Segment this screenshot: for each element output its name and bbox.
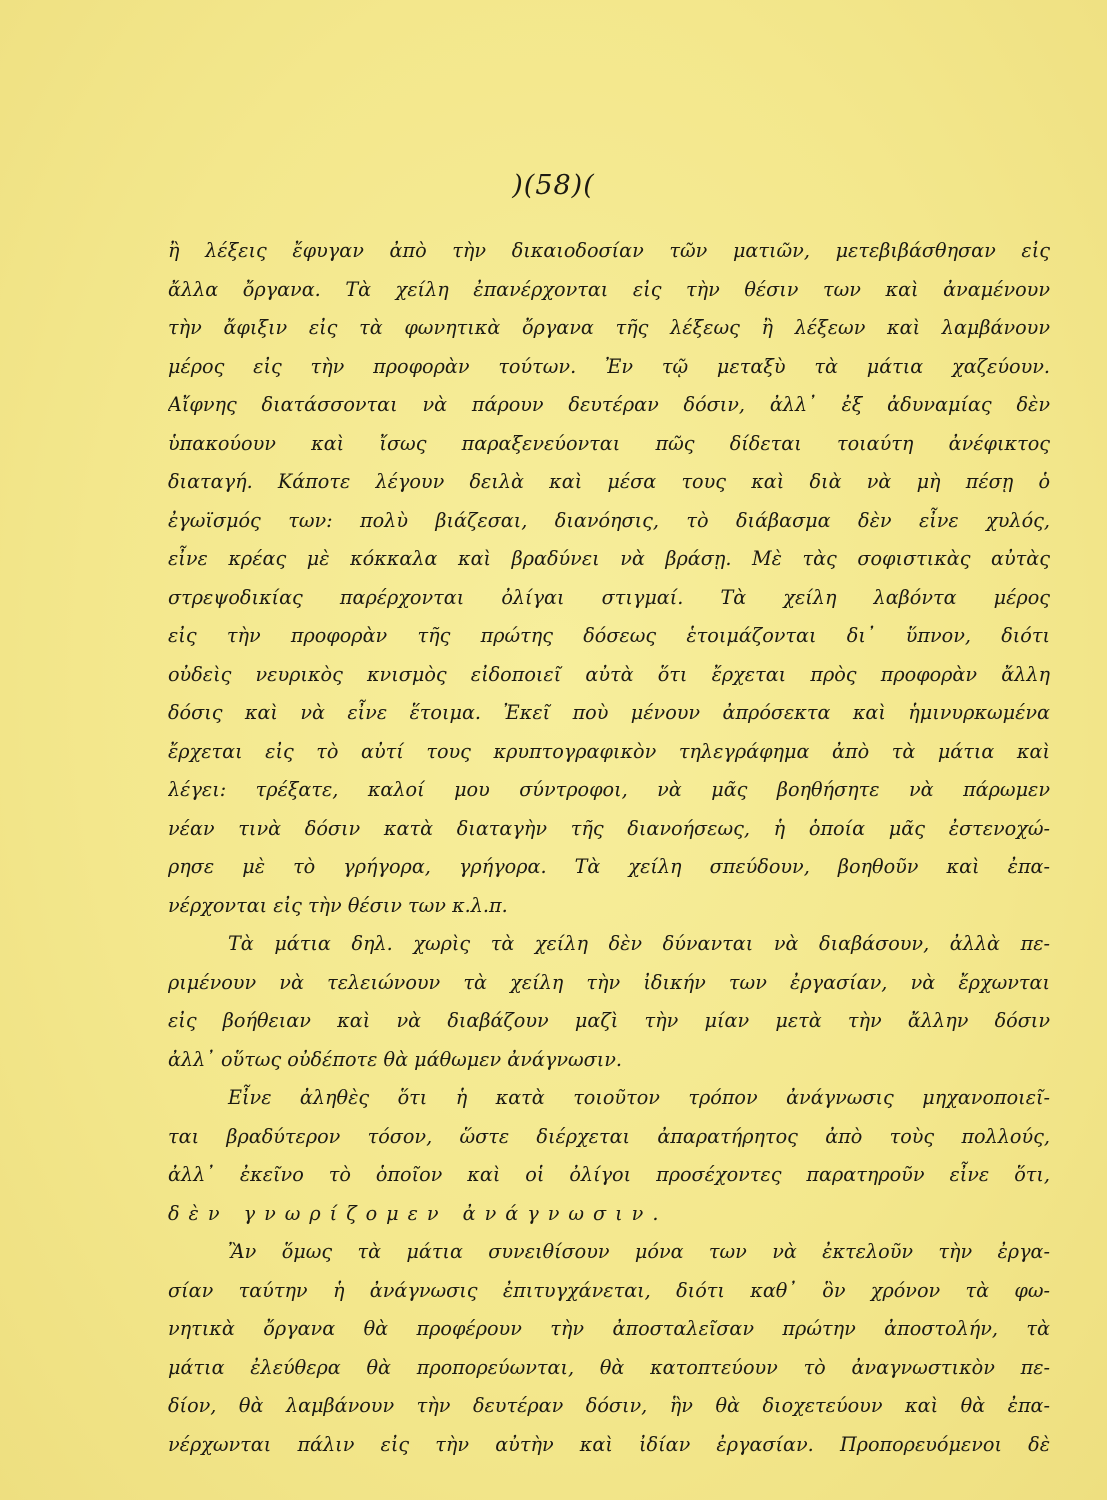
text-line: διαταγή. Κάποτε λέγουν δειλὰ καὶ μέσα τους καὶ διὰ νὰ μὴ πέσῃ ὁ — [168, 470, 1050, 493]
text-line: τὴν ἄφιξιν εἰς τὰ φωνητικὰ ὄργανα τῆς λέξεως ἢ λέξεων καὶ λαμβάνουν — [168, 316, 1050, 339]
text-line: οὐδεὶς νευρικὸς κνισμὸς εἰδοποιεῖ αὐτὰ ὅτι ἔρχεται πρὸς προφορὰν ἄλλη — [168, 662, 1050, 686]
text-line: ἔρχεται εἰς τὸ αὐτί τους κρυπτογραφικὸν τηλεγράφημα ἀπὸ τὰ μάτια καὶ — [168, 739, 1050, 763]
text-line: ἄλλα ὄργανα. Τὰ χείλη ἐπανέρχονται εἰς τὴν θέσιν των καὶ ἀναμένουν — [168, 277, 1050, 301]
body-text — [168, 232, 1050, 1464]
text-line: σίαν ταύτην ἡ ἀνάγνωσις ἐπιτυγχάνεται, διότι καθ᾿ ὃν χρόνον τὰ φω- — [168, 1278, 1050, 1302]
text-line: ὑπακούουν καὶ ἴσως παραξενεύονται πῶς δίδεται τοιαύτη ἀνέφικτος — [168, 431, 1050, 455]
text-line: εἰς βοήθειαν καὶ νὰ διαβάζουν μαζὶ τὴν μίαν μετὰ τὴν ἄλλην δόσιν — [168, 1009, 1050, 1032]
text-line: Ἂν ὅμως τὰ μάτια συνειθίσουν μόνα των νὰ ἐκτελοῦν τὴν ἐργα- — [228, 1240, 1050, 1263]
text-line: νητικὰ ὄργανα θὰ προφέρουν τὴν ἀποσταλεῖσαν πρώτην ἀποστολήν, τὰ — [168, 1317, 1050, 1340]
text-line: δόσις καὶ νὰ εἶνε ἕτοιμα. Ἐκεῖ ποὺ μένουν ἀπρόσεκτα καὶ ἡμινυρκωμένα — [168, 701, 1050, 724]
text-line: νέαν τινὰ δόσιν κατὰ διαταγὴν τῆς διανοήσεως, ἡ ὁποία μᾶς ἐστενοχώ- — [168, 816, 1050, 840]
text-line: μάτια ἐλεύθερα θὰ προπορεύωνται, θὰ κατοπτεύουν τὸ ἀναγνωστικὸν πε- — [168, 1355, 1050, 1379]
text-line: εἰς τὴν προφορὰν τῆς πρώτης δόσεως ἑτοιμάζονται δι᾿ ὕπνον, διότι — [168, 624, 1050, 647]
text-line: ριμένουν νὰ τελειώνουν τὰ χείλη τὴν ἰδικήν των ἐργασίαν, νὰ ἔρχωνται — [168, 970, 1050, 994]
text-line: Τὰ μάτια δηλ. χωρὶς τὰ χείλη δὲν δύνανται νὰ διαβάσουν, ἀλλὰ πε- — [228, 932, 1050, 955]
text-line: λέγει: τρέξατε, καλοί μου σύντροφοι, νὰ μᾶς βοηθήσητε νὰ πάρωμεν — [168, 778, 1050, 801]
text-line: Αἴφνης διατάσσονται νὰ πάρουν δευτέραν δόσιν, ἀλλ᾿ ἐξ ἀδυναμίας δὲν — [168, 393, 1050, 416]
text-line: ἀλλ᾿ οὕτως οὐδέποτε θὰ μάθωμεν ἀνάγνωσιν. — [168, 1047, 623, 1071]
text-line: μέρος εἰς τὴν προφορὰν τούτων. Ἐν τῷ μεταξὺ τὰ μάτια χαζεύουν. — [168, 354, 1050, 378]
text-line: ἀλλ᾿ ἐκεῖνο τὸ ὁποῖον καὶ οἱ ὀλίγοι προσέχοντες παρατηροῦν εἶνε ὅτι, — [168, 1163, 1050, 1186]
text-line: ἢ λέξεις ἔφυγαν ἀπὸ τὴν δικαιοδοσίαν τῶν ματιῶν, μετεβιβάσθησαν εἰς — [168, 239, 1050, 262]
text-line: ρησε μὲ τὸ γρήγορα, γρήγορα. Τὰ χείλη σπεύδουν, βοηθοῦν καὶ ἐπα- — [168, 855, 1050, 878]
text-line: στρεψοδικίας παρέρχονται ὀλίγαι στιγμαί. Τὰ χείλη λαβόντα μέρος — [168, 585, 1050, 609]
text-line: ται βραδύτερον τόσον, ὥστε διέρχεται ἀπαρατήρητος ἀπὸ τοὺς πολλούς, — [168, 1124, 1050, 1148]
text-line: νέρχονται εἰς τὴν θέσιν των κ.λ.π. — [168, 893, 508, 917]
text-line: δὲν γνωρίζομεν ἀνάγνωσιν. — [168, 1201, 668, 1225]
text-line: δίον, θὰ λαμβάνουν τὴν δευτέραν δόσιν, ἣν θὰ διοχετεύουν καὶ θὰ ἐπα- — [168, 1394, 1050, 1417]
text-line: Εἶνε ἀληθὲς ὅτι ἡ κατὰ τοιοῦτον τρόπον ἀνάγνωσις μηχανοποιεῖ- — [228, 1086, 1050, 1109]
text-line: εἶνε κρέας μὲ κόκκαλα καὶ βραδύνει νὰ βράσῃ. Μὲ τὰς σοφιστικὰς αὐτὰς — [168, 547, 1050, 570]
text-line: ἐγωϊσμός των: πολὺ βιάζεσαι, διανόησις, τὸ διάβασμα δὲν εἶνε χυλός, — [168, 508, 1050, 532]
page-number: )(58)( — [512, 170, 595, 201]
text-line: νέρχωνται πάλιν εἰς τὴν αὐτὴν καὶ ἰδίαν ἐργασίαν. Προπορευόμενοι δὲ — [168, 1432, 1050, 1456]
